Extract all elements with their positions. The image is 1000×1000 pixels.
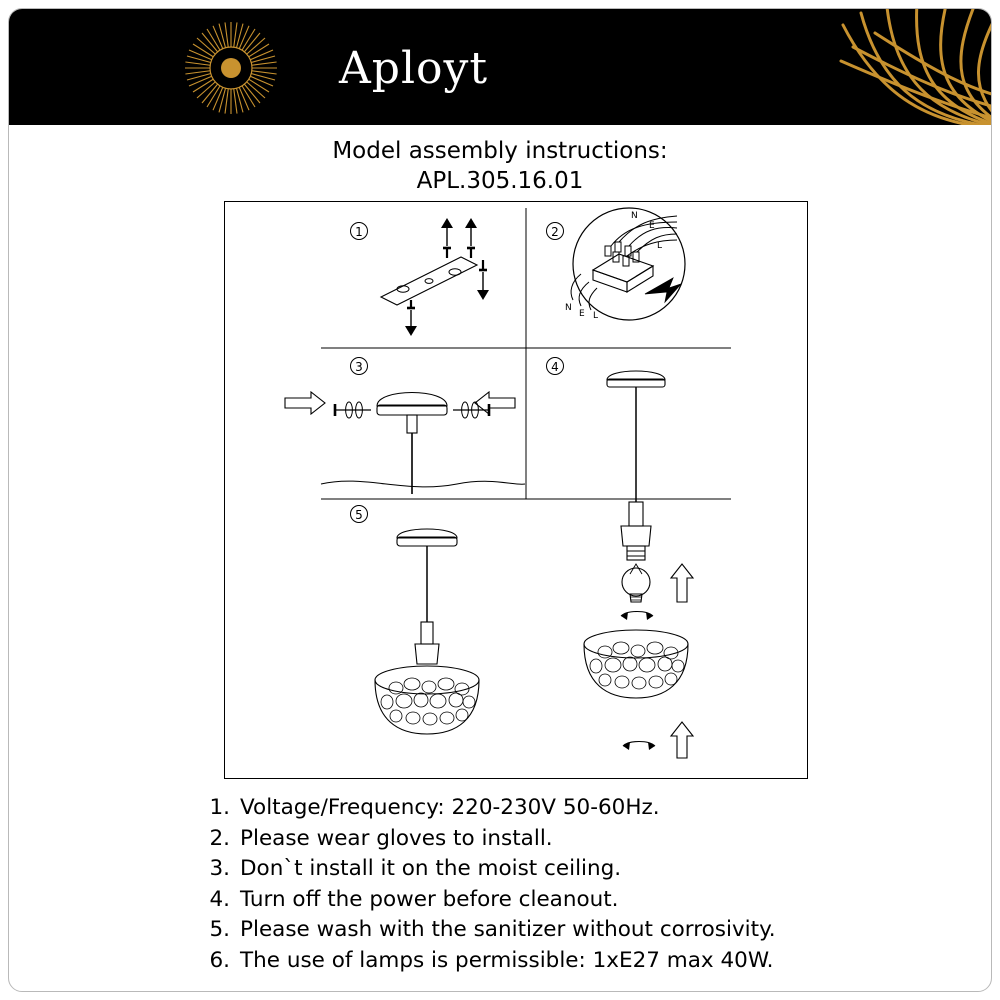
svg-text:N: N xyxy=(631,211,638,221)
title-line-2: APL.305.16.01 xyxy=(416,168,584,195)
sunburst-icon xyxy=(181,18,281,118)
svg-text:1: 1 xyxy=(355,225,363,239)
list-item xyxy=(196,885,896,916)
glass-shade-step5 xyxy=(375,666,479,734)
page-title xyxy=(0,136,1000,197)
radiating-rays-icon xyxy=(629,9,991,125)
list-item xyxy=(196,793,896,824)
svg-text:E: E xyxy=(649,221,655,231)
list-item xyxy=(196,915,896,946)
safety-notes-list xyxy=(196,793,896,976)
step-4-illustration xyxy=(547,358,694,759)
step-2-illustration xyxy=(547,208,686,321)
list-item xyxy=(196,946,896,977)
note-number: 6. xyxy=(209,947,230,973)
step-1-illustration xyxy=(351,218,490,336)
note-text: Voltage/Frequency: 220-230V 50-60Hz. xyxy=(240,795,660,820)
svg-text:L: L xyxy=(657,241,663,251)
assembly-diagram xyxy=(224,201,808,779)
svg-text:L: L xyxy=(593,311,599,321)
list-item xyxy=(196,854,896,885)
note-number: 5. xyxy=(209,917,230,943)
glass-shade-step4 xyxy=(584,630,688,698)
note-number: 1. xyxy=(209,795,230,820)
svg-text:5: 5 xyxy=(355,508,363,522)
step-5-illustration xyxy=(351,506,480,735)
list-item xyxy=(196,824,896,855)
svg-text:4: 4 xyxy=(551,360,559,374)
note-number: 2. xyxy=(209,825,230,851)
note-text: Turn off the power before cleanout. xyxy=(240,886,619,912)
note-number: 3. xyxy=(209,856,230,882)
svg-text:2: 2 xyxy=(551,225,559,239)
note-text: Please wash with the sanitizer without corrosivity. xyxy=(240,917,776,943)
note-text: The use of lamps is permissible: 1xE27 max 40W. xyxy=(240,947,774,973)
step-3-illustration xyxy=(285,358,525,495)
svg-text:E: E xyxy=(579,309,585,319)
note-text: Please wear gloves to install. xyxy=(240,825,553,851)
title-line-1: Model assembly instructions: xyxy=(332,138,668,164)
brand-header xyxy=(9,9,991,125)
svg-text:N: N xyxy=(565,303,572,313)
note-text: Don`t install it on the moist ceiling. xyxy=(240,856,622,882)
note-number: 4. xyxy=(209,886,230,912)
svg-text:3: 3 xyxy=(355,360,363,374)
brand-name: Aployt xyxy=(339,43,489,94)
assembly-diagram-svg xyxy=(225,202,807,778)
